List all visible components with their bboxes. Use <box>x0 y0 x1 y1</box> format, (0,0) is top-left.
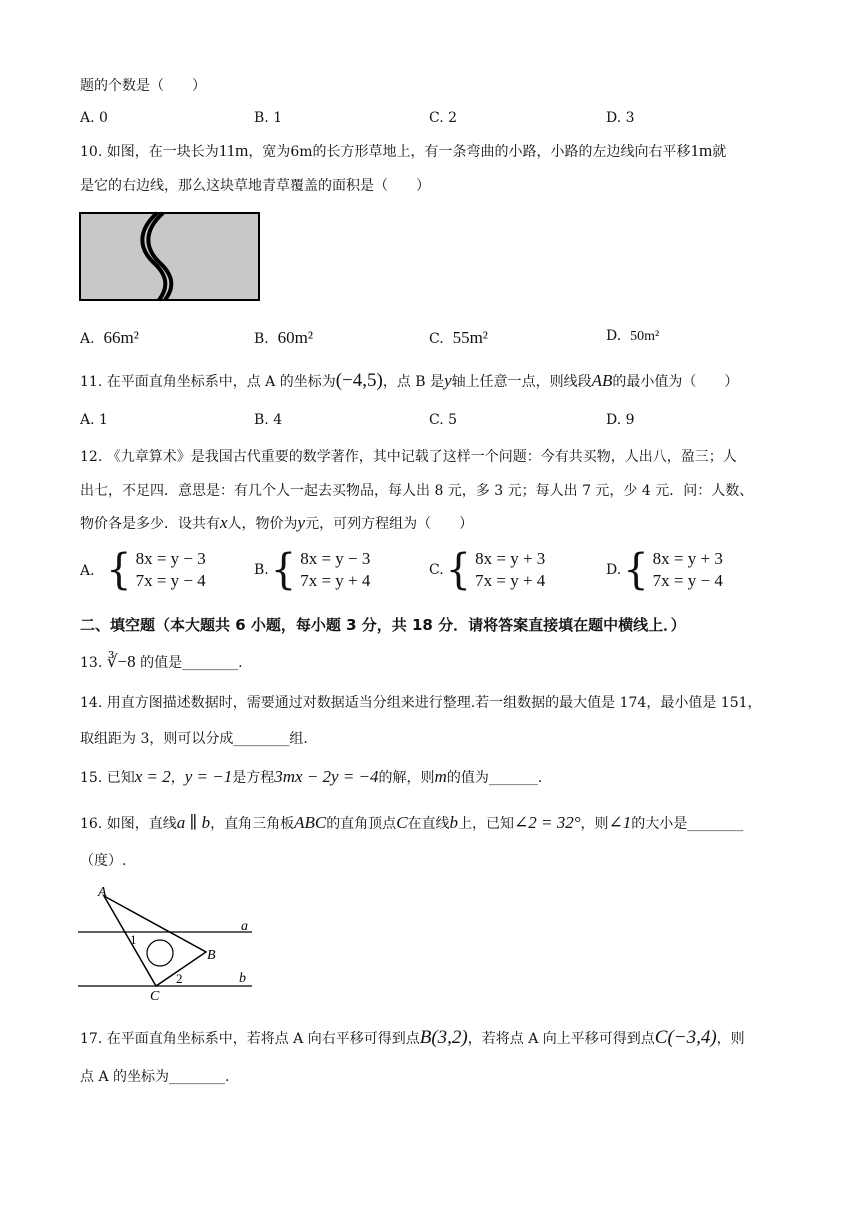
q9-option-c: C. 2 <box>429 110 458 126</box>
q10-option-a: A. 66m² <box>80 328 139 347</box>
q10-line2: 是它的右边线，那么这块草地青草覆盖的面积是（ ） <box>80 178 430 194</box>
q16-figure <box>76 882 256 1006</box>
label-line-b: b <box>239 971 246 986</box>
triangle-hole <box>147 940 173 966</box>
q10-option-b: B. 60m² <box>254 328 313 347</box>
label-line-a: a <box>241 919 248 934</box>
q10-option-c: C. 55m² <box>429 328 488 347</box>
q12-option-b: B. { 8x = y − 3 7x = y + 4 <box>254 545 371 595</box>
q9-option-a: A. 0 <box>80 110 108 126</box>
q10-line1: 10. 如图，在一块长为11m，宽为6m的长方形草地上，有一条弯曲的小路，小路的左边线向右平移1m就 <box>80 141 727 160</box>
q17-line1: 17. 在平面直角坐标系中，若将点 A 向右平移可得到点B(3,2)，若将点 A 向上平移可得到点C(−3,4)，则 <box>80 1027 745 1048</box>
q9-tail: 题的个数是（ ） <box>80 78 206 94</box>
q10-figure <box>79 211 261 303</box>
label-angle-1: 1 <box>130 932 137 947</box>
q11-option-d: D. 9 <box>606 412 635 428</box>
q11-option-a: A. 1 <box>80 412 108 428</box>
q11-stem: 11. 在平面直角坐标系中，点 A 的坐标为(−4,5)，点 B 是y轴上任意一点，则线段AB的最小值为（ ） <box>80 370 739 391</box>
q14-line2: 取组距为 3，则可以分成________组. <box>80 731 308 747</box>
q10-option-d: D. 50m² <box>606 328 660 344</box>
label-point-b: B <box>207 948 216 963</box>
q12-line1: 12. 《九章算术》是我国古代重要的数学著作，其中记载了这样一个问题：今有共买物，人出八，盈三；人 <box>80 449 737 465</box>
label-point-c: C <box>150 989 160 1004</box>
label-angle-2: 2 <box>176 971 183 986</box>
q11-option-c: C. 5 <box>429 412 458 428</box>
q16-line1: 16. 如图，直线a ∥ b，直角三角板ABC的直角顶点C在直线b上，已知∠2 = 32°，则∠1的大小是________ <box>80 813 744 832</box>
q13: 13. ∛−8 的值是________. <box>80 652 243 671</box>
q17-line2: 点 A 的坐标为________. <box>80 1069 230 1085</box>
q14-line1: 14. 用直方图描述数据时，需要通过对数据适当分组来进行整理.若一组数据的最大值是 174，最小值是 151， <box>80 695 762 711</box>
label-point-a: A <box>98 885 107 900</box>
q12-line3: 物价各是多少．设共有x人，物价为y元，可列方程组为（ ） <box>80 513 474 532</box>
q9-option-d: D. 3 <box>606 110 635 126</box>
q12-option-a: A． { 8x = y − 3 7x = y − 4 <box>80 545 206 595</box>
q15: 15. 已知x = 2，y = −1是方程3mx − 2y = −4的解，则m的值为_______. <box>80 767 543 786</box>
q9-option-b: B. 1 <box>254 110 283 126</box>
q11-option-b: B. 4 <box>254 412 283 428</box>
q12-option-c: C. { 8x = y + 3 7x = y + 4 <box>429 545 546 595</box>
q12-line2: 出七，不足四．意思是：有几个人一起去买物品，每人出 8 元，多 3 元；每人出 7 元，少 4 元．问：人数、 <box>80 483 754 499</box>
q16-line2: （度）. <box>80 853 127 869</box>
q12-option-d: D. { 8x = y + 3 7x = y − 4 <box>606 545 723 595</box>
section-fill-in-heading: 二、填空题（本大题共 6 小题，每小题 3 分，共 18 分．请将答案直接填在题中横线上．） <box>80 616 686 634</box>
